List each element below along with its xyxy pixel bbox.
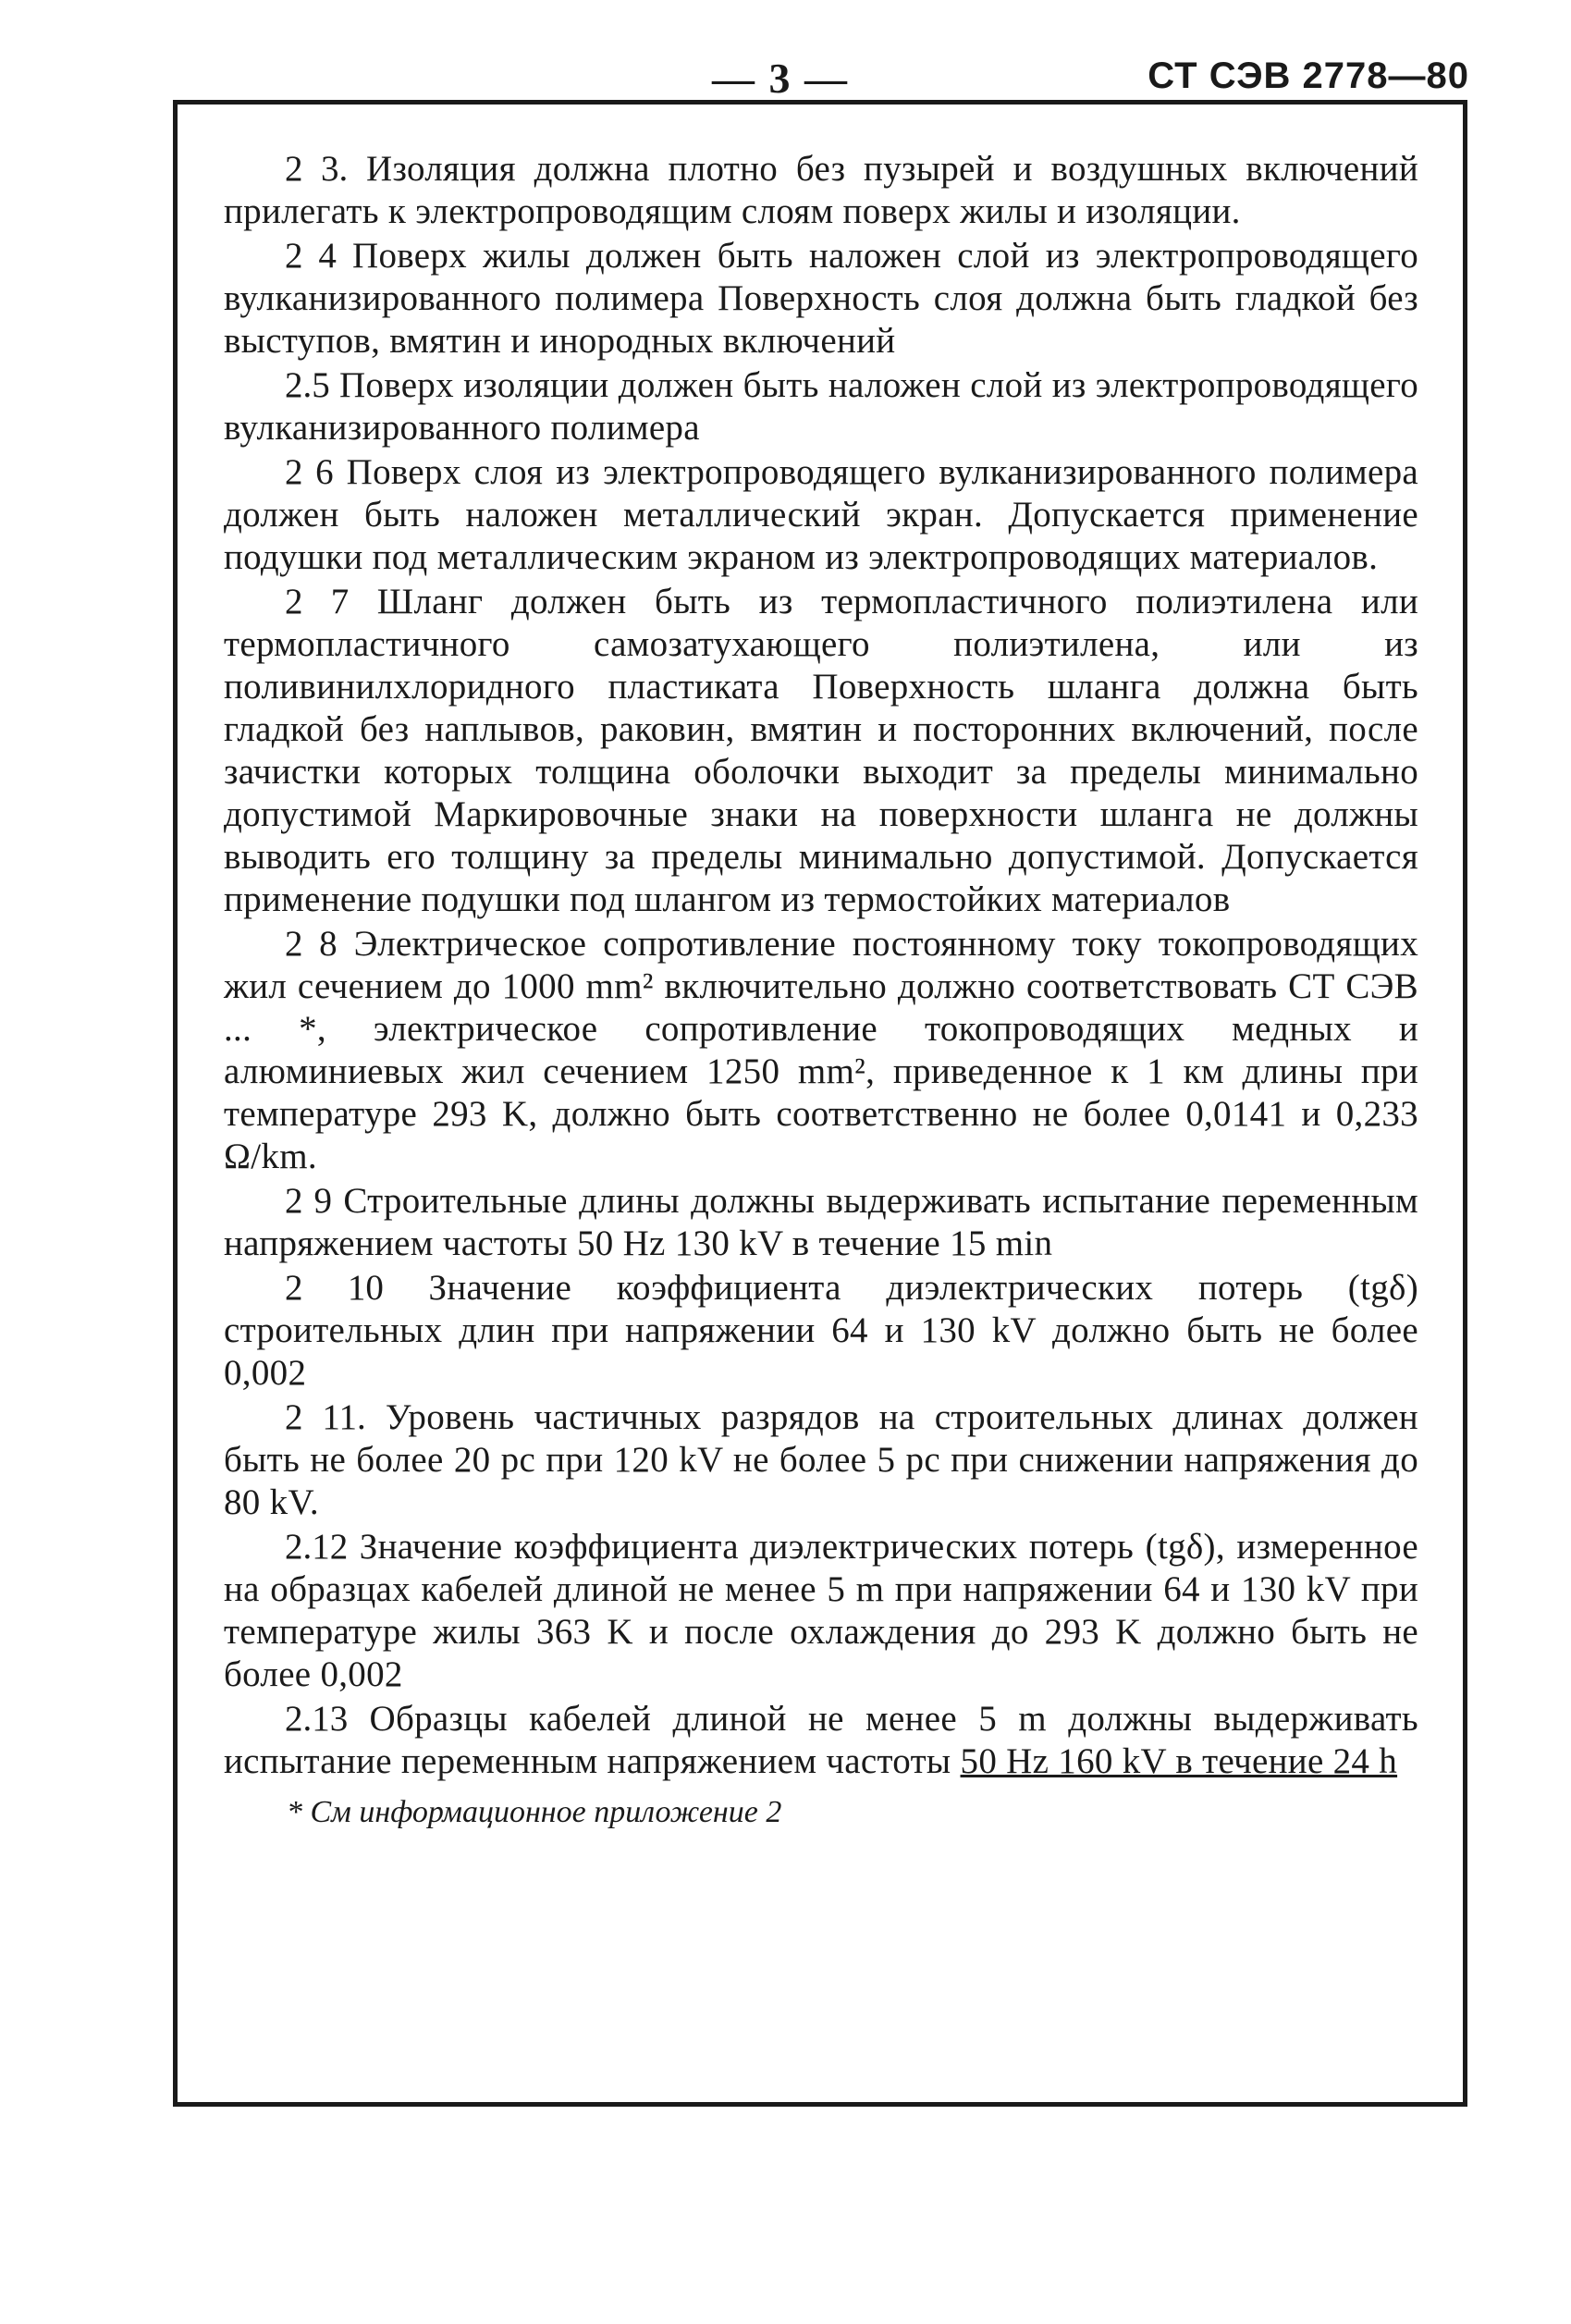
clause-2-3 [224, 148, 1418, 233]
clause-number: 2 10 [285, 1268, 384, 1308]
document-body [224, 148, 1418, 1831]
clause-text: Электрическое сопротивление постоянному току токопроводящих жил сечением до 1000 mm² включительно должно соответствовать СТ СЭВ ... *, электрическое сопротивление токопроводящих медных и алюминиевых жил сечением 1250 mm², приведенное к 1 км длины при температуре 293 K, должно быть соответственно не более 0,0141 и 0,233 Ω/km. [224, 924, 1418, 1176]
clause-number: 2 8 [285, 924, 338, 964]
clause-number: 2 3. [285, 149, 349, 189]
clause-number: 2.5 [285, 365, 330, 405]
clause-number: 2.13 [285, 1699, 349, 1739]
clause-2-9 [224, 1180, 1418, 1265]
clause-2-11 [224, 1396, 1418, 1524]
clause-2-6 [224, 451, 1418, 579]
clause-text: Изоляция должна плотно без пузырей и воздушных включений прилегать к электропроводящим слоям поверх жилы и изоляции. [224, 149, 1418, 231]
clause-text: Поверх слоя из электропроводящего вулканизированного полимера должен быть наложен металлический экран. Допускается применение подушки под металлическим экраном из электропроводящих материалов. [224, 452, 1418, 577]
standard-code: СТ СЭВ 2778—80 [1148, 55, 1469, 96]
clause-text: Уровень частичных разрядов на строительных длинах должен быть не более 20 pc при 120 kV не более 5 pc при снижении напряжения до 80 kV. [224, 1397, 1418, 1522]
page-number: — 3 — [712, 55, 849, 102]
clause-number: 2 4 [285, 236, 337, 276]
clause-2-7 [224, 581, 1418, 921]
clause-number: 2.12 [285, 1527, 349, 1567]
clause-2-5 [224, 364, 1418, 449]
clause-2-8 [224, 923, 1418, 1178]
clause-2-13 [224, 1698, 1418, 1783]
clause-number: 2 7 [285, 582, 350, 621]
footnote: * См информационное приложение 2 [287, 1795, 782, 1829]
clause-number: 2 6 [285, 452, 334, 492]
clause-text: Поверх изоляции должен быть наложен слой из электропроводящего вулканизированного полимера [224, 365, 1418, 448]
clause-2-12 [224, 1526, 1418, 1696]
clause-text-underlined: 50 Hz 160 kV в течение 24 h [960, 1741, 1398, 1781]
clause-text: Образцы кабелей длиной не менее 5 m должны выдерживать испытание переменным напряжением частоты [224, 1699, 1418, 1781]
clause-text: Шланг должен быть из термопластичного полиэтилена или термопластичного самозатухающего полиэтилена, или из поливинилхлоридного пластиката Поверхность шланга должна быть гладкой без наплывов, раковин, вмятин и посторонних включений, после зачистки которых толщина оболочки выходит за пределы минимально допустимой Маркировочные знаки на поверхности шланга не должны выводить его толщину за пределы минимально допустимой. Допускается применение подушки под шлангом из термостойких материалов [224, 582, 1418, 919]
clause-2-4 [224, 235, 1418, 363]
clause-text: Поверх жилы должен быть наложен слой из электропроводящего вулканизированного полимера Поверхность слоя должна быть гладкой без выступов, вмятин и инородных включений [224, 236, 1418, 361]
clause-text: Значение коэффициента диэлектрических потерь (tgδ) строительных длин при напряжении 64 и 130 kV должно быть не более 0,002 [224, 1268, 1418, 1393]
clause-number: 2 11. [285, 1397, 366, 1437]
clause-2-10 [224, 1267, 1418, 1395]
clause-text: Значение коэффициента диэлектрических потерь (tgδ), измеренное на образцах кабелей длиной не менее 5 m при напряжении 64 и 130 kV при температуре жилы 363 K и после охлаждения до 293 K должно быть не более 0,002 [224, 1527, 1418, 1694]
clause-number: 2 9 [285, 1181, 332, 1221]
clause-text: Строительные длины должны выдерживать испытание переменным напряжением частоты 50 Hz 130 kV в течение 15 min [224, 1181, 1418, 1263]
